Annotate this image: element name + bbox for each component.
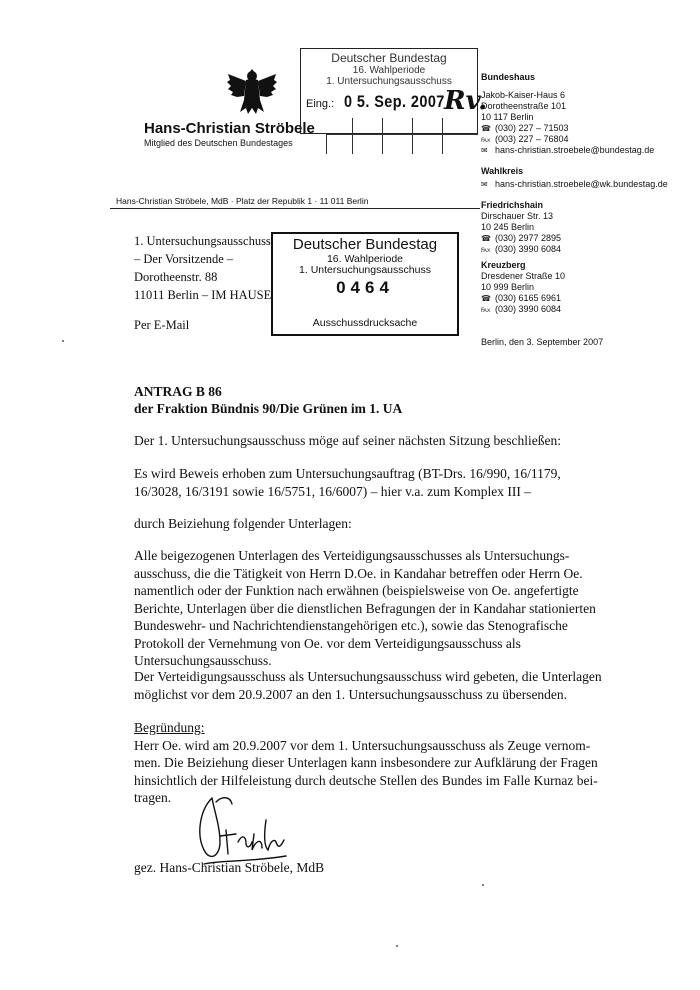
body-line: möglichst vor dem 20.9.2007 an den 1. Untersuchungsausschuss zu übersenden.	[134, 686, 568, 702]
received-stamp-label: Eing.:	[306, 98, 335, 110]
fax-number: (003) 227 – 76804	[495, 134, 569, 144]
body-intro	[134, 432, 604, 450]
body-line: durch Beiziehung folgender Unterlagen:	[134, 516, 352, 531]
contact-kreuzberg-line: 10 999 Berlin	[481, 282, 535, 292]
contact-friedrichshain-heading: Friedrichshain	[481, 200, 544, 210]
doc-stamp-committee: 1. Untersuchungsausschuss	[299, 264, 431, 276]
bundestag-eagle-emblem	[226, 66, 278, 118]
scan-speck	[396, 945, 398, 947]
contact-bundeshaus-address	[481, 90, 654, 156]
received-stamp-grid	[300, 118, 478, 154]
motion-title: ANTRAG B 86	[134, 384, 222, 399]
phone-icon: ☎	[481, 234, 491, 243]
signature-line: gez. Hans-Christian Ströbele, MdB	[134, 860, 325, 875]
reason-heading: Begründung:	[134, 720, 205, 735]
contact-bundeshaus-line: Jakob-Kaiser-Haus 6	[481, 90, 566, 100]
author-role: Mitglied des Deutschen Bundestages	[144, 138, 293, 148]
body-request	[134, 668, 604, 703]
body-line: Der Verteidigungsausschuss als Untersuchungsausschuss wird gebeten, die Unterlagen	[134, 669, 602, 684]
doc-stamp-period: 16. Wahlperiode	[326, 253, 404, 265]
sender-return-address: Hans-Christian Ströbele, MdB · Platz der Republik 1 · 11 011 Berlin	[116, 196, 369, 206]
email-address: hans-christian.stroebele@wk.bundestag.de	[495, 179, 668, 189]
body-line: hinsichtlich der Hilfeleistung durch deutsche Stellen des Bundes im Falle Kurnaz bei-	[134, 772, 598, 788]
body-line: Berichte, Unterlagen über die dienstlichen Befragungen der in Kandahar stationierten	[134, 600, 596, 616]
recipient-line: 11011 Berlin – IM HAUSE	[134, 288, 272, 302]
fax-number: (030) 3990 6084	[495, 304, 562, 314]
contact-friedrichshain	[481, 200, 561, 255]
body-documents	[134, 547, 604, 670]
recipient-line: Dorotheenstr. 88	[134, 270, 218, 284]
body-line: Untersuchungsausschuss.	[134, 653, 272, 668]
fax-number: (030) 3990 6084	[495, 244, 562, 254]
contact-kreuzberg-heading: Kreuzberg	[481, 260, 526, 270]
body-evidence	[134, 465, 604, 500]
body-line: Alle beigezogenen Unterlagen des Verteidigungsausschusses als Untersuchungs-	[134, 548, 570, 563]
body-line: namentlich oder der Funktion nach erwähnen (beispielsweise von Oe. angefertigte	[134, 583, 579, 598]
contact-friedrichshain-fax	[481, 244, 561, 255]
contact-bundeshaus-phone	[481, 123, 654, 134]
contact-wahlkreis-email	[481, 179, 668, 190]
doc-stamp-number: 0464	[336, 278, 394, 297]
received-stamp-date: 0 5. Sep. 2007	[344, 92, 445, 111]
contact-bundeshaus-line: Dorotheenstraße 101	[481, 101, 567, 111]
contact-friedrichshain-phone	[481, 233, 561, 244]
contact-bundeshaus-line: 10 117 Berlin	[481, 112, 534, 122]
author-name: Hans-Christian Ströbele	[144, 120, 315, 137]
contact-kreuzberg-phone	[481, 293, 565, 304]
body-line: Protokoll der Vernehmung von Oe. vor dem Verteidigungsausschuss als	[134, 635, 521, 651]
envelope-icon: ✉	[481, 180, 488, 189]
contact-wahlkreis	[481, 166, 668, 190]
scan-speck	[482, 884, 484, 886]
body-line: Es wird Beweis erhoben zum Untersuchungsauftrag (BT-Drs. 16/990, 16/1179,	[134, 466, 561, 481]
fax-icon: ℻	[481, 245, 491, 254]
contact-bundeshaus-heading: Bundeshaus	[481, 72, 536, 82]
phone-number: (030) 6165 6961	[495, 293, 562, 303]
body-line: Herr Oe. wird am 20.9.2007 vor dem 1. Untersuchungsausschuss als Zeuge vernom-	[134, 737, 591, 753]
phone-number: (030) 227 – 71503	[495, 123, 569, 133]
contact-wahlkreis-heading: Wahlkreis	[481, 166, 524, 176]
body-line: ausschuss, die die Tätigkeit von Herrn D.Oe. in Kandahar betreffen oder Herrn Oe.	[134, 565, 583, 581]
doc-stamp-title: Deutscher Bundestag	[292, 236, 438, 253]
body-line: men. Die Beiziehung dieser Unterlagen kann insbesondere zur Aufklärung der Fragen	[134, 755, 598, 770]
recipient-line: 1. Untersuchungsausschuss	[134, 234, 271, 248]
document-number-stamp	[271, 232, 459, 336]
doc-stamp-type: Ausschussdrucksache	[312, 317, 418, 329]
phone-icon: ☎	[481, 124, 491, 133]
body-line: tragen.	[134, 790, 172, 805]
sender-divider	[110, 208, 480, 209]
phone-number: (030) 2977 2895	[495, 233, 562, 243]
delivery-method: Per E-Mail	[134, 318, 190, 332]
received-stamp-committee: 1. Untersuchungsausschuss	[326, 76, 452, 87]
contact-kreuzberg-line: Dresdener Straße 10	[481, 271, 566, 281]
fax-icon: ℻	[481, 305, 491, 314]
body-method	[134, 515, 604, 533]
contact-bundeshaus-email	[481, 145, 654, 156]
received-stamp-period: 16. Wahlperiode	[352, 65, 426, 76]
contact-bundeshaus-fax	[481, 134, 654, 145]
received-stamp-title: Deutscher Bundestag	[331, 51, 447, 65]
envelope-icon: ✉	[481, 146, 488, 155]
scan-speck	[62, 340, 64, 342]
phone-icon: ☎	[481, 294, 491, 303]
letter-date: Berlin, den 3. September 2007	[481, 337, 604, 347]
body-line: Der 1. Untersuchungsausschuss möge auf seiner nächsten Sitzung beschließen:	[134, 433, 562, 448]
received-stamp-initials: Rv.	[444, 86, 488, 116]
motion-subtitle: der Fraktion Bündnis 90/Die Grünen im 1. UA	[134, 401, 403, 416]
body-line: 16/3028, 16/3191 sowie 16/5751, 16/6007) – hier v.a. zum Komplex III –	[134, 483, 531, 499]
email-address: hans-christian.stroebele@bundestag.de	[495, 145, 655, 155]
contact-friedrichshain-line: 10 245 Berlin	[481, 222, 535, 232]
contact-bundeshaus	[481, 72, 535, 83]
contact-friedrichshain-line: Dirschauer Str. 13	[481, 211, 554, 221]
recipient-line: – Der Vorsitzende –	[134, 252, 234, 266]
contact-kreuzberg-fax	[481, 304, 565, 315]
contact-kreuzberg	[481, 260, 565, 315]
fax-icon: ℻	[481, 135, 491, 144]
body-line: Bundeswehr- und Nachrichtendienstangehörigen etc.), sowie das Stenografische	[134, 618, 568, 633]
